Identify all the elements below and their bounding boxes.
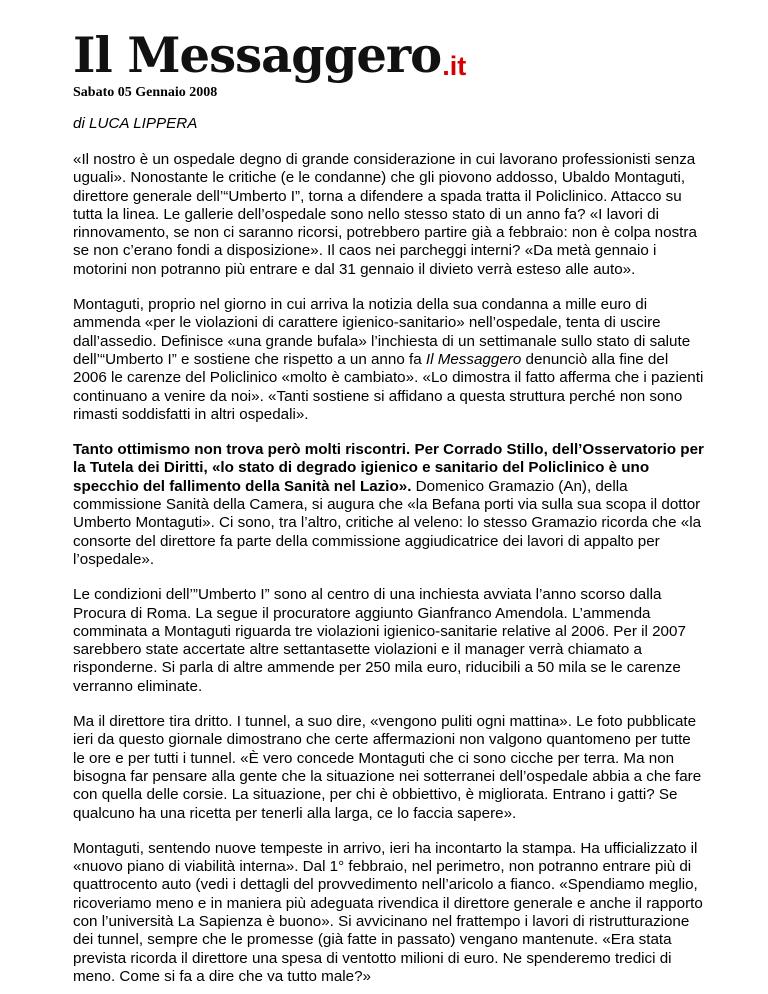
logo-suffix: .it <box>442 51 467 81</box>
paragraph-6: Montaguti, sentendo nuove tempeste in arrivo, ieri ha incontarto la stampa. Ha ufficializzato il «nuovo piano di viabilità interna». Dal 1° febbraio, nel perimetro, non potranno entrare più di quattrocento auto (vedi i dettagli del provvedimento nell’aricolo a fianco. «Spendiamo meglio, ricoveriamo meno e in maniera più adeguata rivendica il direttore generale e anche il rapporto con l’università La Sapienza è buono». Si avvicinano nel frattempo i lavori di ristrutturazione dei tunnel, sempre che le promesse (già fatte in passato) vengano mantenute. «Era stata prevista ricorda il direttore una spesa di ventotto milioni di euro. Ne spenderemo tredici di meno. Come si fa a dire che va tutto male?» <box>73 839 703 985</box>
article-byline: di LUCA LIPPERA <box>73 115 198 132</box>
paragraph-2-text-a: Montaguti, proprio nel giorno in cui arriva la notizia della sua condanna a mille euro di ammenda «per le violazioni di carattere igienico-sanitario» nell’ospedale, tenta di uscire dall’assedio. Definisce «una grande bufala» l’inchiesta di un settimanale sullo stato di salute dell’“Umberto I” e sostiene che rispetto a un anno fa <box>73 296 691 368</box>
paragraph-1: «Il nostro è un ospedale degno di grande considerazione in cui lavorano professionisti senza uguali». Nonostante le critiche (e le condanne) che gli piovono addosso, Ubaldo Montaguti, direttore generale dell’“Umberto I”, torna a difendere a spada tratta il Policlinico. Attacco su tutta la linea. Le gallerie dell’ospedale sono nello stesso stato di un anno fa? «I lavori di rinnovamento, se non ci saranno ricorsi, potrebbero partire già a febbraio: non è colpa nostra se non c’erano fondi a disposizione». Il caos nei parcheggi interni? «Da metà gennaio i motorini non potranno più entrare e dal 31 gennaio il divieto verrà esteso alle auto». <box>73 151 697 278</box>
article-page <box>73 25 705 986</box>
paragraph-2-text-b: denunciò alla fine del 2006 le carenze del Policlinico «molto è cambiato». «Lo dimostra il fatto afferma che i pazienti continuano a venire da noi». «Tanti sostiene si affidano a questa struttura perché non sono rimasti soddisfatti in altri ospedali». <box>73 350 704 423</box>
newspaper-name-italic: Il Messaggero <box>425 350 522 368</box>
masthead-logo[interactable] <box>73 25 705 83</box>
paragraph-3-bold-lead: Tanto ottimismo non trova però molti riscontri. Per Corrado Stillo, dell’Osservatorio per la Tutela dei Diritti, «lo stato di degrado igienico e sanitario del Policlinico è uno specchio del fallimento della Sanità nel Lazio». <box>73 441 704 495</box>
paragraph-2 <box>73 296 705 424</box>
logo-text: Il Messaggero <box>73 26 442 85</box>
paragraph-4: Le condizioni dell’”Umberto I” sono al centro di una inchiesta avviata l’anno scorso dalla Procura di Roma. La segue il procuratore aggiunto Gianfranco Amendola. L’ammenda comminata a Montaguti riguarda tre violazioni igienico-sanitarie relative al 2006. Per il 2007 sarebbero state accertate altre settantasette violazioni e il manager verrà chiamato a risponderne. Si parla di altre ammende per 250 mila euro, riducibili a 50 mila se le carenze verranno eliminate. <box>73 586 686 695</box>
paragraph-3-text: Domenico Gramazio (An), della commissione Sanità della Camera, si augura che «la Befana porti via sulla sua scopa il dottor Umberto Montaguti». Ci sono, tra l’altro, critiche al veleno: lo stesso Gramazio ricorda che «la consorte del direttore fa parte della commissione aggiudicatrice dei lavori di appalto per l’ospedale». <box>73 477 702 568</box>
paragraph-3 <box>73 441 705 569</box>
article-date: Sabato 05 Gennaio 2008 <box>73 85 218 100</box>
paragraph-5: Ma il direttore tira dritto. I tunnel, a suo dire, «vengono puliti ogni mattina». Le foto pubblicate ieri da questo giornale dimostrano che certe affermazioni non valgono quantomeno per tutte le ore e per tutti i tunnel. «È vero concede Montaguti che ci sono cicche per terra. Ma non bisogna far pensare alla gente che la situazione nei sotterranei dell’ospedale abbia a che fare con quella delle corsie. La situazione, per chi è obbiettivo, è migliorata. Entrano i gatti? Se qualcuno ha una ricetta per tenerli alla larga, ce lo faccia sapere». <box>73 713 702 822</box>
